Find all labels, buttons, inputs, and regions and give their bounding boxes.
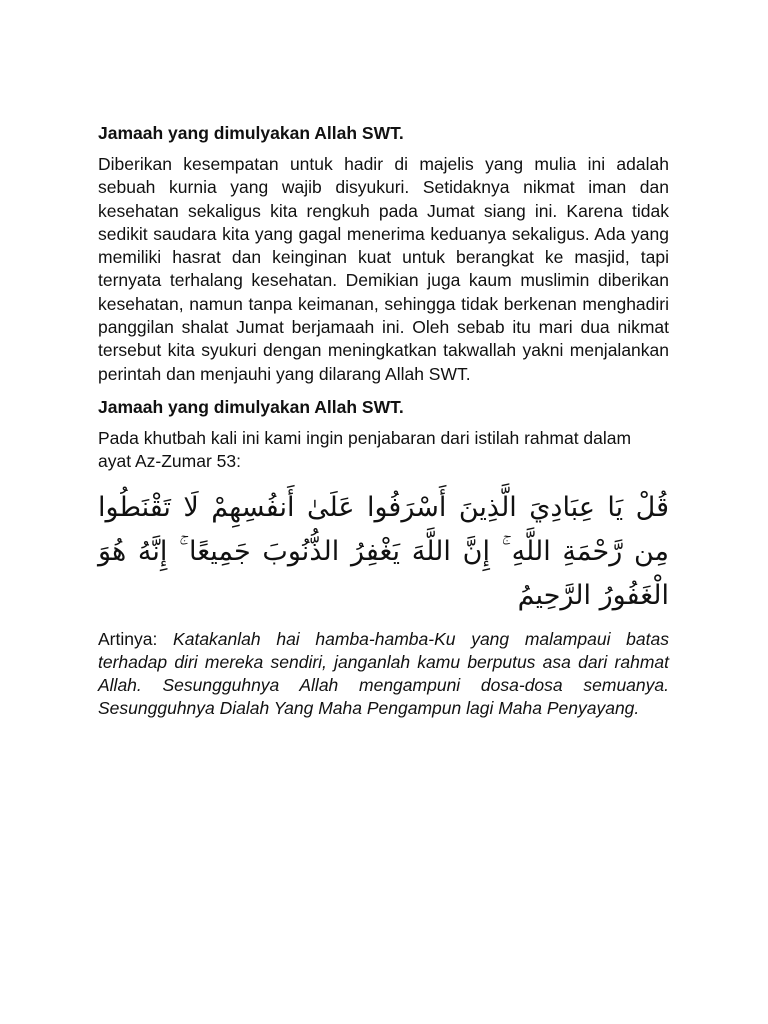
section-heading: Jamaah yang dimulyakan Allah SWT. [98,396,404,417]
section-heading: Jamaah yang dimulyakan Allah SWT. [98,123,404,143]
translation-label: Artinya: [98,628,158,649]
verse-translation [98,628,669,721]
arabic-verse: قُلْ يَا عِبَادِيَ الَّذِينَ أَسْرَفُوا عَلَىٰ أَنفُسِهِمْ لَا تَقْنَطُوا مِن رَّحْمَةِ اللَّهِ ۚ إِنَّ اللَّهَ يَغْفِرُ الذُّنُوبَ جَمِيعًا ۚ إِنَّهُ هُوَ الْغَفُورُ الرَّحِيمُ [98,491,669,611]
body-paragraph: Diberikan kesempatan untuk hadir di majelis yang mulia ini adalah sebuah kurnia yang wajib disyukuri. Setidaknya nikmat iman dan kesehatan sekaligus kita rengkuh pada Jumat siang ini. Karena tidak sedikit saudara kita yang gagal menerima keduanya sekaligus. Ada yang memiliki hasrat dan keinginan kuat untuk berangkat ke masjid, tapi ternyata terhalang kesehatan. Demikian juga kaum muslimin diberikan kesehatan, namun tanpa keimanan, sehingga tidak berkenan menghadiri panggilan shalat Jumat berjamaah ini. Oleh sebab itu mari dua nikmat tersebut kita syukuri dengan meningkatkan takwallah yakni menjalankan perintah dan menjauhi yang dilarang Allah SWT. [98,154,669,384]
translation-text: Katakanlah hai hamba-hamba-Ku yang malampaui batas terhadap diri mereka sendiri, janganlah kamu berputus asa dari rahmat Allah. Sesungguhnya Allah mengampuni dosa-dosa semuanya. Sesungguhnya Dialah Yang Maha Pengampun lagi Maha Penyayang. [98,628,669,719]
document-page [98,122,669,721]
verse-intro-paragraph: Pada khutbah kali ini kami ingin penjabaran dari istilah rahmat dalam ayat Az-Zumar 53: [98,427,632,472]
